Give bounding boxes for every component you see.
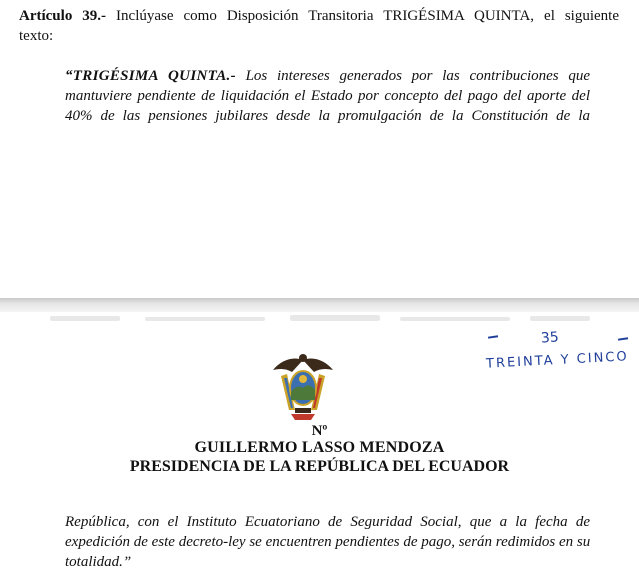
coat-of-arms-icon	[267, 350, 339, 422]
president-name: GUILLERMO LASSO MENDOZA	[194, 439, 445, 456]
quote-text-line1: Los intereses generados por las contribuciones que	[245, 68, 590, 84]
quote-line3: 40% de las pensiones jubilares desde la promulgación de la Constitución de la	[65, 108, 590, 124]
article-heading-line	[19, 6, 619, 26]
quote-line2: mantuviere pendiente de liquidación el Estado por concepto del pago del aporte del	[65, 88, 590, 104]
presidency-title: PRESIDENCIA DE LA REPÚBLICA DEL ECUADOR	[129, 458, 510, 475]
article-text-line2: texto:	[19, 28, 54, 44]
quote-heading: “TRIGÉSIMA QUINTA.-	[65, 68, 236, 84]
quote-line1	[65, 66, 590, 86]
body-line1: República, con el Instituto Ecuatoriano de Seguridad Social, que a la fecha de	[65, 514, 590, 530]
page-separator	[0, 298, 639, 312]
article-label: Artículo 39.-	[19, 8, 107, 24]
decree-number-sign: Nº	[311, 423, 328, 439]
handwritten-dash-left	[488, 335, 498, 338]
body-line2: expedición de este decreto-ley se encuentren pendientes de pago, serán redimidos en su	[65, 534, 591, 550]
handwritten-words: TREINTA Y CINCO	[485, 349, 630, 372]
handwritten-number: 35	[540, 329, 560, 347]
article-text-line1: Inclúyase como Disposición Transitoria TRIGÉSIMA QUINTA, el siguiente	[116, 8, 619, 24]
faint-bleedthrough-text	[50, 312, 610, 326]
handwritten-dash-right	[618, 337, 628, 340]
body-line3: totalidad.”	[65, 554, 132, 570]
document-page-bottom	[0, 312, 639, 579]
